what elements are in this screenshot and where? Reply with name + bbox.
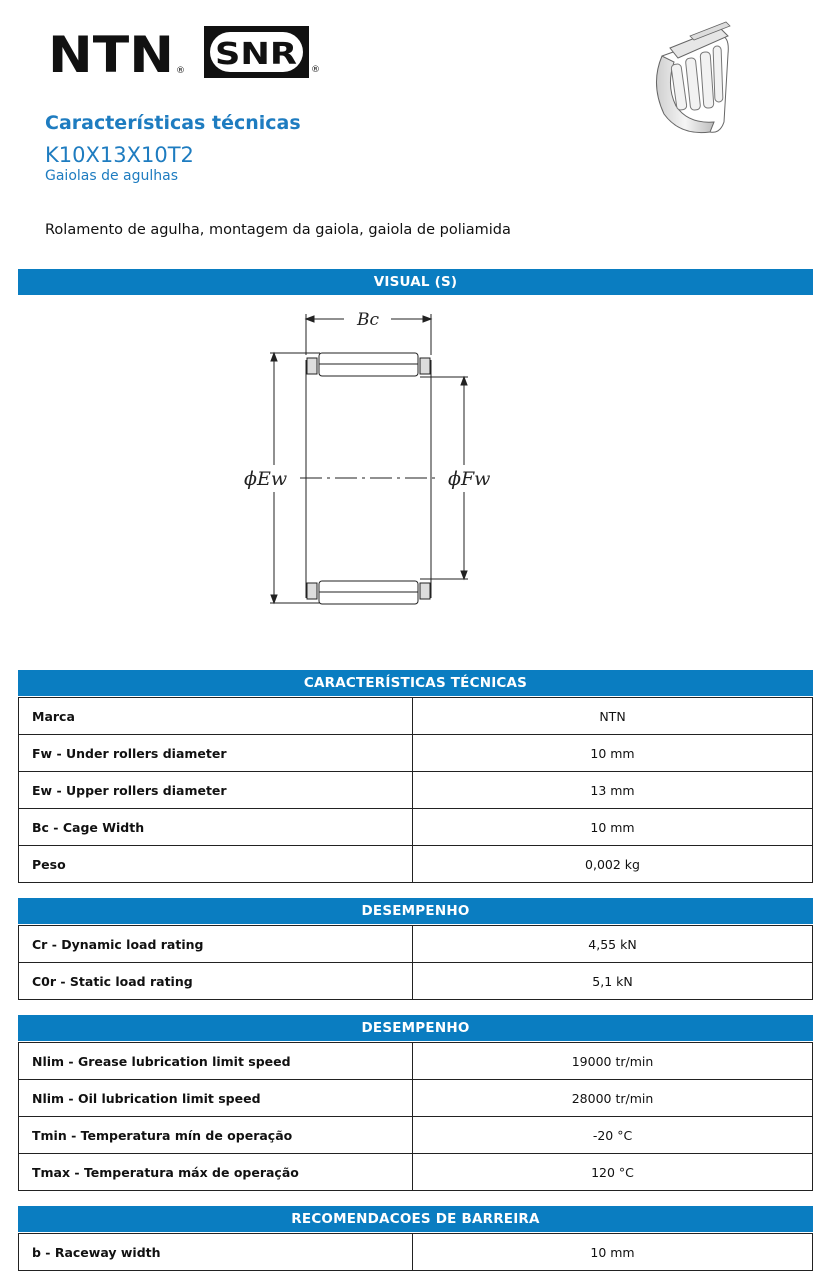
performance-speed-table (18, 1042, 813, 1191)
section-header-technical: CARACTERÍSTICAS TÉCNICAS (18, 670, 813, 696)
table-row (19, 846, 813, 883)
dimension-label-fw: ϕFw (448, 468, 491, 490)
row-value: 28000 tr/min (413, 1080, 813, 1117)
row-value: NTN (413, 698, 813, 735)
ntn-logo (48, 28, 188, 78)
table-row (19, 1154, 813, 1191)
table-row (19, 1043, 813, 1080)
registered-mark: ® (311, 65, 320, 75)
snr-logo-text: SNR (215, 37, 297, 72)
table-row (19, 1234, 813, 1271)
dimension-label-ew: ϕEw (244, 468, 288, 490)
ntn-logo-text: NTN (48, 28, 174, 78)
row-value: 13 mm (413, 772, 813, 809)
row-label: Tmin - Temperatura mín de operação (19, 1117, 413, 1154)
page-title: Características técnicas (45, 112, 301, 134)
row-label: Fw - Under rollers diameter (19, 735, 413, 772)
row-label: Peso (19, 846, 413, 883)
table-row (19, 963, 813, 1000)
table-row (19, 926, 813, 963)
product-description: Rolamento de agulha, montagem da gaiola, gaiola de poliamida (45, 222, 511, 238)
row-label: Nlim - Oil lubrication limit speed (19, 1080, 413, 1117)
performance-load-table (18, 925, 813, 1000)
section-header-performance-speed: DESEMPENHO (18, 1015, 813, 1041)
page-header (0, 0, 827, 260)
row-label: Bc - Cage Width (19, 809, 413, 846)
row-value: 10 mm (413, 1234, 813, 1271)
product-family: Gaiolas de agulhas (45, 168, 179, 184)
row-label: b - Raceway width (19, 1234, 413, 1271)
row-value: 0,002 kg (413, 846, 813, 883)
product-reference: K10X13X10T2 (45, 143, 194, 167)
section-header-performance-load: DESEMPENHO (18, 898, 813, 924)
table-row (19, 1080, 813, 1117)
registered-mark: ® (176, 66, 185, 76)
row-label: Cr - Dynamic load rating (19, 926, 413, 963)
row-value: 10 mm (413, 735, 813, 772)
barrier-table (18, 1233, 813, 1271)
table-row (19, 735, 813, 772)
row-value: 19000 tr/min (413, 1043, 813, 1080)
row-value: -20 °C (413, 1117, 813, 1154)
dimension-label-bc: Bc (356, 310, 380, 330)
row-value: 4,55 kN (413, 926, 813, 963)
technical-table (18, 697, 813, 883)
table-row (19, 772, 813, 809)
section-header-barrier: RECOMENDACOES DE BARREIRA (18, 1206, 813, 1232)
row-label: Ew - Upper rollers diameter (19, 772, 413, 809)
row-label: C0r - Static load rating (19, 963, 413, 1000)
row-value: 10 mm (413, 809, 813, 846)
table-row (19, 698, 813, 735)
table-row (19, 809, 813, 846)
row-label: Nlim - Grease lubrication limit speed (19, 1043, 413, 1080)
row-value: 120 °C (413, 1154, 813, 1191)
technical-drawing (240, 300, 500, 620)
row-label: Tmax - Temperatura máx de operação (19, 1154, 413, 1191)
section-header-visual: VISUAL (S) (18, 269, 813, 295)
row-label: Marca (19, 698, 413, 735)
row-value: 5,1 kN (413, 963, 813, 1000)
snr-logo (203, 26, 323, 80)
product-image (640, 14, 740, 139)
table-row (19, 1117, 813, 1154)
